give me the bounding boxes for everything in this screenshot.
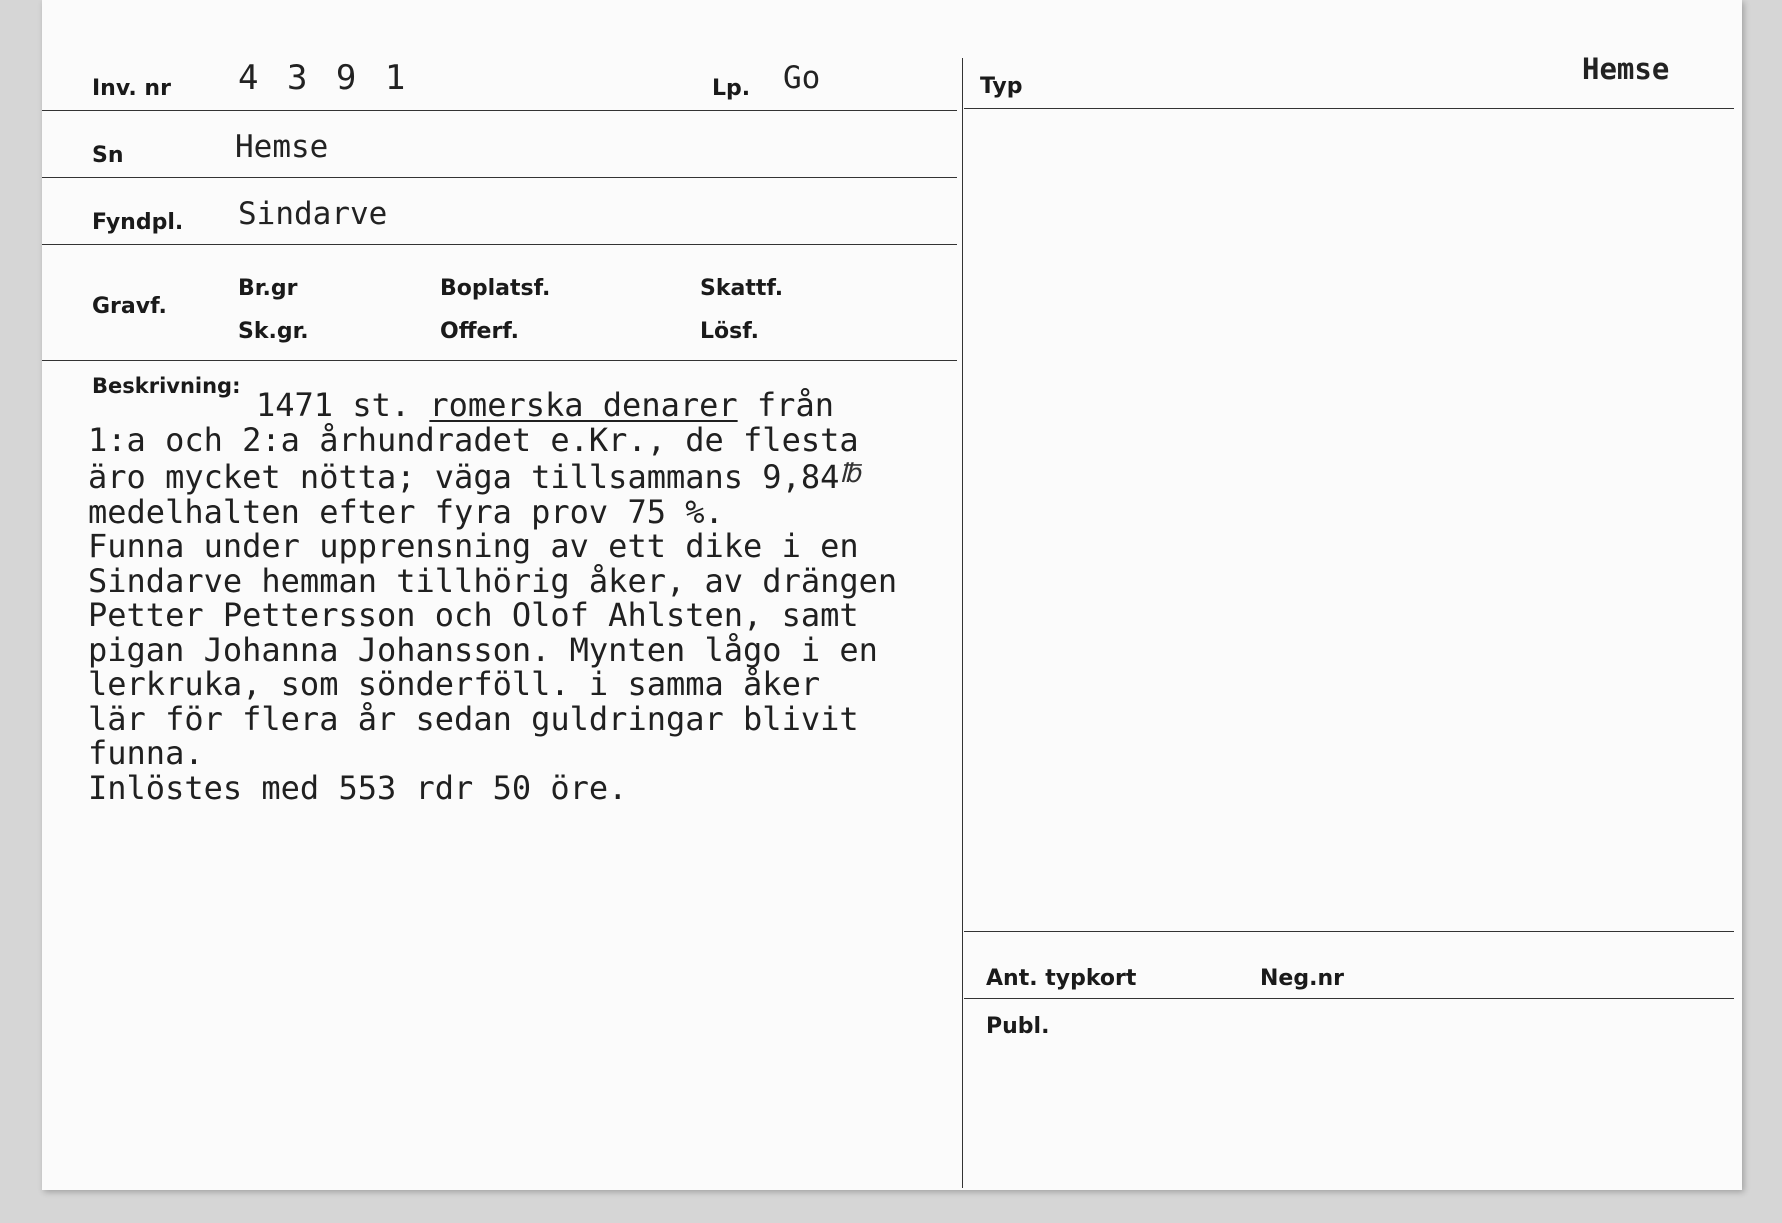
inv-nr-value: 4 3 9 1: [238, 58, 410, 98]
divider-row-fyndpl: [42, 244, 957, 245]
skgr-label: Sk.gr.: [238, 319, 309, 344]
losf-label: Lösf.: [700, 319, 759, 344]
description-line-4: medelhalten efter fyra prov 75 %.: [88, 492, 724, 531]
divider-ant-typkort: [964, 931, 1734, 932]
offerf-label: Offerf.: [440, 319, 520, 344]
description-line-9: lerkruka, som sönderföll. i samma åker: [88, 665, 821, 703]
fyndpl-value: Sindarve: [238, 196, 388, 232]
lp-value: Go: [783, 60, 821, 96]
gravf-label: Gravf.: [92, 294, 167, 319]
fyndpl-label: Fyndpl.: [92, 210, 184, 235]
lp-label: Lp.: [712, 76, 751, 101]
description-line-7: Petter Pettersson och Olof Ahlsten, samt: [88, 596, 859, 634]
inv-nr-label: Inv. nr: [92, 76, 171, 101]
description-line-6: Sindarve hemman tillhörig åker, av drängen: [88, 561, 898, 600]
description-line-8: pigan Johanna Johansson. Mynten lågo i en: [88, 630, 878, 669]
handwritten-unit-mark: ℔: [839, 459, 861, 489]
skattf-label: Skattf.: [700, 276, 784, 301]
description-line-11: funna.: [88, 734, 204, 772]
divider-typ: [964, 108, 1734, 109]
description-line-2: 1:a och 2:a århundradet e.Kr., de flesta: [88, 420, 859, 459]
typ-label: Typ: [980, 74, 1023, 99]
typ-corner-value: Hemse: [1582, 52, 1670, 86]
divider-column: [962, 58, 963, 1188]
description-line-5: Funna under upprensning av ett dike i en: [88, 527, 859, 565]
description-line-3: äro mycket nötta; väga tillsammans 9,84: [88, 458, 840, 496]
description-text: [88, 388, 897, 805]
publ-label: Publ.: [986, 1014, 1050, 1039]
divider-row-gravf: [42, 360, 957, 361]
divider-row-inv: [42, 110, 957, 111]
divider-row-sn: [42, 177, 957, 178]
catalog-card: [42, 0, 1742, 1190]
description-line-1-pre: 1471 st.: [256, 386, 430, 424]
description-line-10: lär för flera år sedan guldringar blivit: [88, 699, 859, 738]
ant-typkort-label: Ant. typkort: [986, 966, 1137, 991]
sn-label: Sn: [92, 143, 124, 168]
neg-nr-label: Neg.nr: [1260, 966, 1344, 991]
boplatsf-label: Boplatsf.: [440, 276, 551, 301]
description-line-12: Inlöstes med 553 rdr 50 öre.: [88, 768, 628, 807]
sn-value: Hemse: [235, 129, 329, 165]
beskrivning-label: Beskrivning:: [92, 374, 241, 398]
description-line-1-post: från: [737, 386, 834, 424]
brgr-label: Br.gr: [238, 276, 298, 301]
description-underlined-phrase: romerska denarer: [429, 386, 738, 424]
divider-publ: [964, 998, 1734, 999]
